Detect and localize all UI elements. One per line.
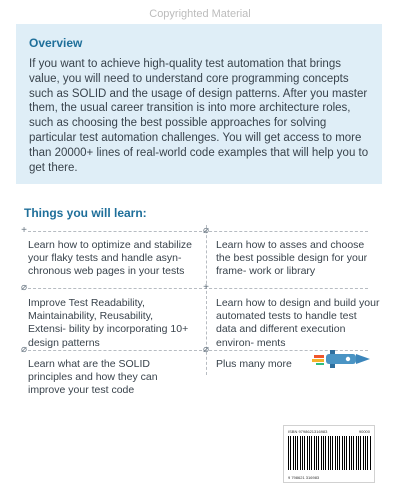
divider xyxy=(28,288,368,289)
overview-section xyxy=(16,24,382,184)
slash-icon: ⌀ xyxy=(202,225,210,236)
slash-icon: ⌀ xyxy=(20,344,28,355)
slash-icon: ⌀ xyxy=(20,282,28,293)
learn-item: Plus many more xyxy=(216,358,292,370)
plus-icon: + xyxy=(21,225,27,236)
isbn-text: ISBN 9798621316983 xyxy=(288,429,328,434)
plus-icon: + xyxy=(203,282,209,293)
copyright-header: Copyrighted Material xyxy=(149,8,251,20)
barcode-number: 9 798621 316983 xyxy=(288,475,320,480)
learn-item: Learn how to design and build your automated tests to handle test data and different execution environ- ments xyxy=(216,297,380,349)
learn-item: Improve Test Readability, Maintainability, Reusability, Extensi- bility by incorporating 10+ design patterns xyxy=(28,297,189,349)
overview-title: Overview xyxy=(29,36,83,50)
learn-title: Things you will learn: xyxy=(24,206,147,220)
barcode-bars xyxy=(288,436,372,470)
divider xyxy=(28,231,368,232)
learn-item: Learn how to optimize and stabilize your flaky tests and handle asyn- chronous web pages in your tests xyxy=(28,239,193,278)
rocket-icon xyxy=(312,346,382,370)
learn-grid xyxy=(16,225,382,411)
learn-item: Learn how to asses and choose the best possible design for your frame- work or library xyxy=(216,239,368,278)
price-code: 90000 xyxy=(358,429,370,434)
learn-item: Learn what are the SOLID principles and how they can improve your test code xyxy=(28,358,158,397)
overview-body: If you want to achieve high-quality test automation that brings value, you will need to understand core programming concepts such as SOLID and the usage of design patterns. After you master them, the usual career transition is into more architecture roles, such as choosing the best possible approaches for solving particular test automation challenges. You will get access to more than 20000+ lines of real-world code examples that will help you to get there. xyxy=(29,58,369,174)
barcode xyxy=(283,425,375,483)
slash-icon: ⌀ xyxy=(202,344,210,355)
